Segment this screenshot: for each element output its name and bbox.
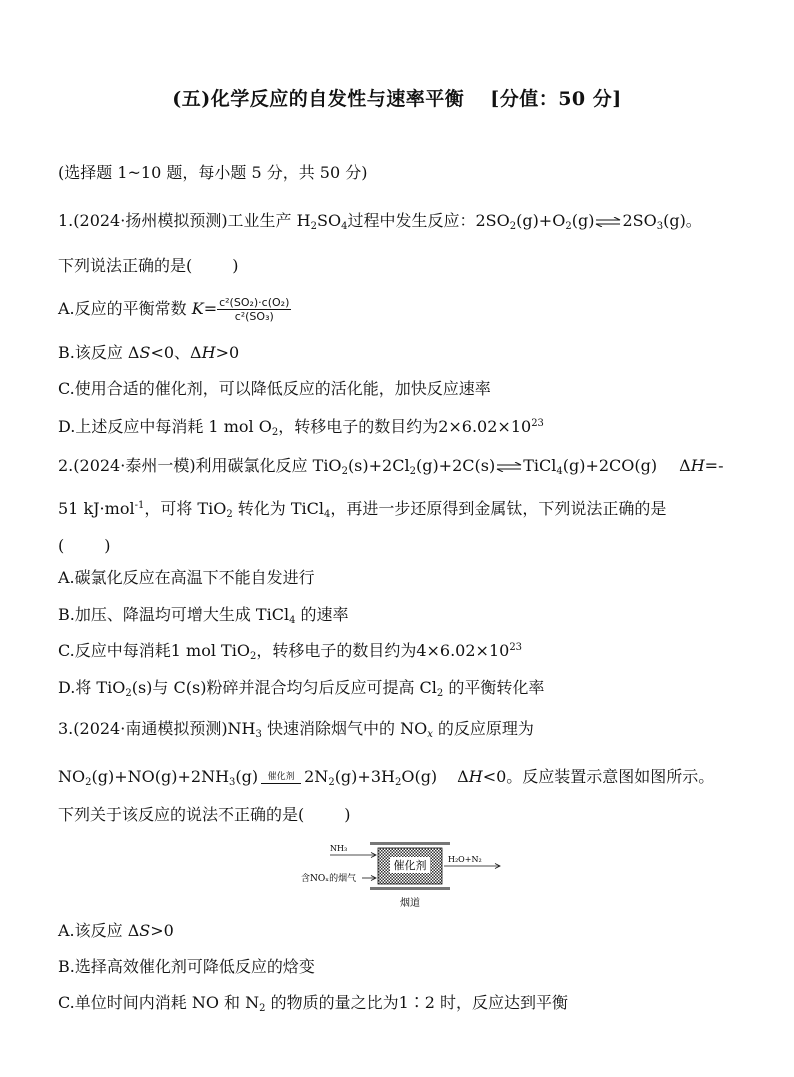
title-main: (五)化学反应的自发性与速率平衡 [172, 88, 465, 110]
q3-option-b: B.选择高效催化剂可降低反应的焓变 [58, 957, 315, 976]
flue-gas-label: 含NOₓ的烟气 [301, 874, 357, 884]
q1-option-b: B.该反应 ΔS<0、ΔH>0 [58, 343, 240, 362]
instruction: (选择题 1~10 题，每小题 5 分，共 50 分) [58, 163, 368, 182]
q3-option-a: A.该反应 ΔS>0 [58, 921, 174, 940]
q2-stem-line2: 51 kJ·mol$^{-1}$，可将 TiO$_2$ 转化为 TiCl$_4$，再进一步还原得到金属钛，下列说法正确的是 [58, 499, 667, 520]
reactor-diagram [300, 838, 510, 910]
q1-stem-line2: 下列说法正确的是( ) [58, 256, 239, 275]
q2-option-a: A.碳氯化反应在高温下不能自发进行 [58, 568, 315, 587]
q1-stem: 1.(2024·扬州模拟预测)工业生产 $H_2SO_4$过程中发生反应：$2SO_2(g)+O_2(g)$ $2SO_3(g)$。 [58, 211, 702, 232]
q3-stem: 3.(2024·南通模拟预测)$NH_3$ 快速消除烟气中的 $NO_x$ 的反应原理为 [58, 719, 534, 740]
q1-option-a: A.反应的平衡常数 K= $\frac{\text{c²(SO₂)·c(O₂)}}{\text{c²(SO₃)}}$ [58, 296, 290, 323]
flue-top-wall [370, 842, 450, 845]
equilibrium-arrow-icon [496, 462, 522, 472]
q3-equation: $NO_2(g)+NO(g)+2NH_3(g)$ 催化剂 $2N_2(g)+3H_2O(g)$ ΔH<0。反应装置示意图如图所示。 [58, 767, 715, 788]
catalyst-label: 催化剂 [393, 859, 427, 872]
flue-bottom-wall [370, 887, 450, 890]
title-score: [分值：50 分] [490, 88, 622, 110]
q2-stem: 2.(2024·泰州一模)利用碳氯化反应 $TiO_2(s)+2Cl_2(g)+2C(s)$ TiCl$_4$(g)+2CO(g) ΔH=- [58, 456, 724, 477]
catalyst-condition: 催化剂 [261, 772, 301, 784]
q2-option-d: D.将 TiO$_2$(s)与 C(s)粉碎并混合均匀后反应可提高 $Cl_2$ 的平衡转化率 [58, 678, 545, 699]
flue-label: 烟道 [400, 898, 420, 909]
q2-answer-blank: ( ) [58, 536, 111, 555]
q1-option-d: D.上述反应中每消耗 1 mol $O_2$，转移电子的数目约为$2\times 6.02\times 10^{23}$ [58, 417, 544, 438]
page-title [0, 84, 794, 111]
nh3-inlet-label: NH₃ [330, 844, 348, 853]
q1-option-c: C.使用合适的催化剂，可以降低反应的活化能，加快反应速率 [58, 379, 491, 398]
q2-option-c: C.反应中每消耗1 mol TiO$_2$，转移电子的数目约为$4\times 6.02\times 10^{23}$ [58, 641, 523, 662]
k-fraction: $\frac{\text{c²(SO₂)·c(O₂)}}{\text{c²(SO₃)}}$ [219, 296, 290, 323]
outlet-label: H₂O+N₂ [448, 855, 482, 864]
equilibrium-arrow-icon [595, 217, 621, 227]
q3-option-c: C.单位时间内消耗 NO 和 $N_2$ 的物质的量之比为1∶2 时，反应达到平衡 [58, 993, 569, 1014]
q2-option-b: B.加压、降温均可增大生成 TiCl$_4$ 的速率 [58, 605, 349, 626]
q3-stem-line3: 下列关于该反应的说法不正确的是( ) [58, 805, 351, 824]
